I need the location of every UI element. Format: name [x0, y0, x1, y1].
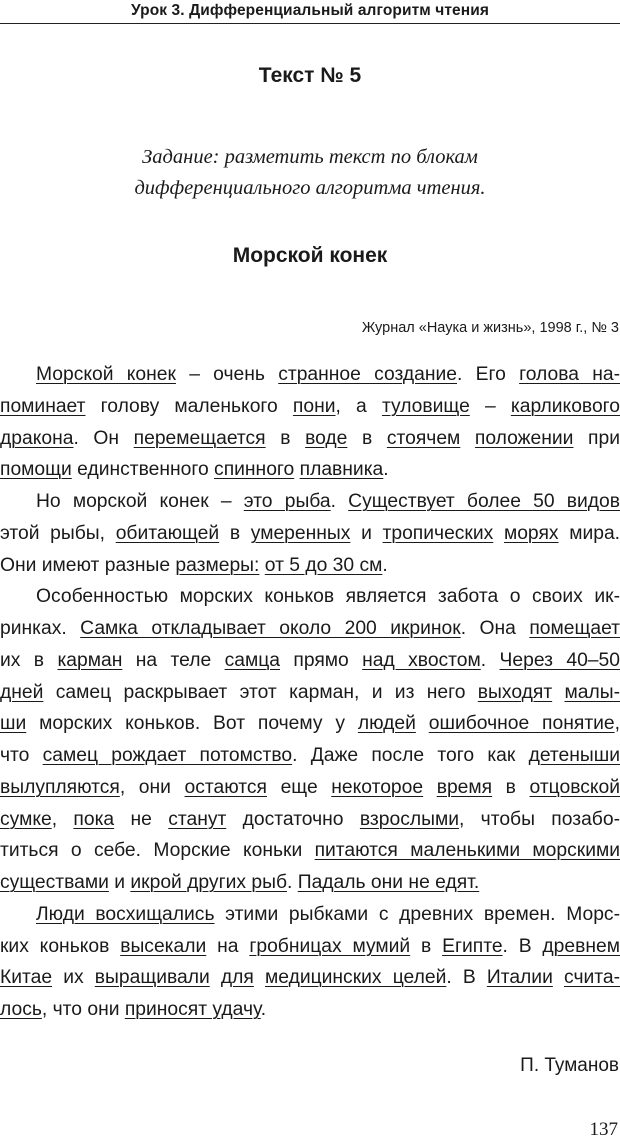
underlined-phrase: выращивали — [94, 967, 210, 989]
text-segment: еще — [266, 776, 332, 798]
text-segment: и — [108, 872, 131, 893]
underlined-phrase: высекали — [120, 935, 207, 957]
body-line — [0, 772, 620, 804]
underlined-phrase: счита- — [564, 967, 620, 989]
text-segment: единственного — [71, 459, 215, 481]
text-segment: на теле — [122, 649, 225, 671]
underlined-phrase: детеныши — [528, 745, 620, 766]
underlined-phrase: существами — [0, 872, 109, 893]
underlined-phrase: пони — [292, 395, 336, 417]
underlined-phrase: карликового — [510, 395, 620, 417]
underlined-phrase: некоторое — [331, 776, 424, 798]
text-segment: самец раскрывает этот карман, и из него — [43, 681, 478, 703]
underlined-phrase: время — [436, 776, 493, 798]
underlined-phrase: странное создание — [278, 364, 458, 385]
text-segment: этой рыбы, — [0, 522, 116, 544]
underlined-phrase: выходят — [477, 681, 553, 703]
text-segment: и — [350, 522, 383, 544]
underlined-phrase: дней — [0, 681, 44, 703]
text-segment — [460, 428, 475, 449]
text-segment: в — [219, 522, 251, 544]
body-line — [0, 835, 620, 867]
text-segment: в — [347, 427, 387, 449]
text-segment: в — [410, 935, 443, 957]
underlined-phrase: станут — [168, 808, 227, 830]
body-line — [0, 581, 620, 613]
text-segment: , что они — [41, 999, 125, 1020]
underlined-phrase: Падаль они не едят. — [297, 872, 480, 893]
underlined-phrase: людей — [357, 713, 416, 735]
text-segment: . — [480, 649, 500, 671]
body-line — [0, 899, 620, 931]
underlined-phrase: самец рождает потомство — [42, 745, 293, 766]
underlined-phrase: икрой других рыб — [130, 872, 287, 893]
underlined-phrase: карман — [57, 649, 123, 671]
underlined-phrase: взрослыми — [359, 808, 459, 830]
text-segment: – очень — [175, 364, 279, 385]
body-line — [0, 740, 620, 772]
underlined-phrase: дракона — [0, 427, 74, 449]
underlined-phrase: лось — [0, 999, 42, 1020]
underlined-phrase: обитающей — [115, 522, 220, 544]
underlined-phrase: остаются — [184, 776, 267, 798]
body-line — [0, 867, 620, 899]
underlined-phrase: от 5 до 30 см — [264, 554, 383, 576]
body-line — [0, 518, 620, 550]
text-segment: в — [265, 427, 306, 449]
underlined-phrase: это рыба — [243, 491, 331, 512]
underlined-phrase: положении — [474, 427, 574, 449]
underlined-phrase: гробницах мумий — [249, 935, 411, 957]
text-segment: , чтобы позабо- — [458, 808, 620, 830]
underlined-phrase: Китае — [0, 967, 53, 989]
text-segment: , — [614, 713, 620, 735]
body-line — [0, 613, 620, 645]
underlined-phrase: Египте — [442, 935, 503, 957]
text-segment — [416, 713, 429, 734]
body-line — [0, 708, 620, 740]
body-line — [0, 423, 620, 455]
underlined-phrase: Самка откладывает около 200 икринок — [80, 618, 461, 639]
underlined-phrase: ошибочное понятие — [428, 713, 615, 735]
underlined-phrase: голова на- — [519, 364, 620, 385]
underlined-phrase: сумке — [0, 808, 52, 830]
body-line — [0, 454, 620, 486]
underlined-phrase: вылупляются — [0, 776, 120, 798]
text-segment: . — [383, 459, 389, 481]
text-segment: . Даже после того как — [292, 745, 529, 766]
underlined-phrase: древнем — [542, 935, 620, 957]
source-citation: Журнал «Наука и жизнь», 1998 г., № 3 — [361, 320, 619, 336]
underlined-phrase: над хвостом — [362, 649, 481, 671]
text-segment: морских коньков. Вот почему у — [26, 713, 358, 735]
text-segment: . — [260, 999, 267, 1020]
text-segment: мира. — [558, 522, 620, 544]
page-number: 137 — [589, 1119, 618, 1140]
body-line — [0, 550, 620, 582]
text-segment: Они имеют разные — [0, 554, 176, 576]
text-segment: что — [0, 745, 43, 766]
text-segment: их в — [0, 649, 58, 671]
underlined-phrase: малы- — [564, 681, 620, 703]
text-segment: при — [573, 427, 620, 449]
text-segment: голову маленького — [85, 395, 293, 417]
body-line — [0, 677, 620, 709]
text-segment — [493, 523, 504, 544]
text-segment: . В — [446, 967, 487, 989]
text-segment: Особенностью морских коньков является забота о своих ик- — [36, 586, 620, 608]
underlined-phrase: для — [220, 967, 254, 989]
underlined-phrase: помещает — [529, 618, 620, 639]
text-segment: титься о себе. Морские коньки — [0, 840, 315, 862]
underlined-phrase: размеры: — [175, 554, 260, 576]
text-segment: в — [492, 776, 530, 798]
text-segment: Но морской конек – — [36, 491, 244, 512]
underlined-phrase: морях — [503, 522, 559, 544]
underlined-phrase: умеренных — [250, 522, 351, 544]
text-segment: . — [382, 554, 388, 576]
underlined-phrase: спинного — [214, 459, 295, 481]
text-segment: . Его — [457, 364, 520, 385]
task-line-2: дифференциального алгоритма чтения. — [134, 177, 486, 199]
author-signature: П. Туманов — [520, 1055, 619, 1076]
underlined-phrase: отцовской — [529, 776, 620, 798]
task-line-1: Задание: разметить текст по блокам — [142, 146, 478, 168]
body-line — [0, 645, 620, 677]
underlined-phrase: ши — [0, 713, 27, 735]
body-line — [0, 804, 620, 836]
underlined-phrase: приносят удачу — [124, 999, 261, 1020]
text-segment — [210, 967, 221, 988]
body-line — [0, 486, 620, 518]
text-segment: . Она — [460, 618, 530, 639]
running-head: Урок 3. Дифференциальный алгоритм чтения — [0, 0, 620, 24]
text-segment — [254, 967, 265, 988]
body-line — [0, 994, 620, 1026]
underlined-phrase: воде — [305, 427, 348, 449]
text-segment: . — [330, 491, 349, 512]
underlined-phrase: стоячем — [386, 427, 461, 449]
underlined-phrase: пока — [73, 808, 115, 830]
text-segment — [553, 967, 564, 988]
text-segment: на — [206, 935, 250, 957]
underlined-phrase: самца — [224, 649, 280, 671]
underlined-phrase: питаются маленькими морскими — [314, 840, 620, 862]
underlined-phrase: медицинских целей — [265, 967, 447, 989]
text-segment: . В — [502, 935, 543, 957]
text-segment: этими рыбками с древних времен. Морс- — [214, 903, 620, 925]
text-segment: , а — [335, 395, 382, 417]
story-title: Морской конек — [232, 244, 388, 267]
body-text — [0, 359, 620, 1026]
text-segment — [423, 777, 437, 798]
text-segment: , они — [119, 776, 185, 798]
text-segment: их — [52, 967, 95, 989]
body-line — [0, 391, 620, 423]
underlined-phrase: Через 40–50 — [499, 649, 620, 671]
body-line — [0, 962, 620, 994]
text-segment: ринках. — [0, 618, 81, 639]
task-instruction — [0, 142, 620, 204]
underlined-phrase: перемещается — [133, 427, 266, 449]
underlined-phrase: тропических — [382, 522, 494, 544]
underlined-phrase: поминает — [0, 395, 86, 417]
underlined-phrase: Существует более 50 видов — [348, 491, 620, 512]
text-segment: , — [51, 808, 74, 830]
text-segment: не — [114, 808, 169, 830]
text-segment: . — [287, 872, 298, 893]
text-segment — [552, 682, 564, 703]
body-line — [0, 359, 620, 391]
text-segment: достаточно — [226, 808, 360, 830]
underlined-phrase: туловище — [381, 395, 470, 417]
underlined-phrase: Морской конек — [36, 364, 176, 385]
text-segment: . Он — [73, 427, 134, 449]
underlined-phrase: Люди восхищались — [36, 903, 215, 925]
body-line — [0, 931, 620, 963]
text-number-heading: Текст № 5 — [258, 64, 362, 87]
text-segment: прямо — [279, 649, 363, 671]
text-segment: – — [469, 395, 511, 417]
underlined-phrase: плавника — [299, 459, 384, 481]
underlined-phrase: помощи — [0, 459, 72, 481]
text-segment: ких коньков — [0, 935, 121, 957]
underlined-phrase: Италии — [486, 967, 553, 989]
